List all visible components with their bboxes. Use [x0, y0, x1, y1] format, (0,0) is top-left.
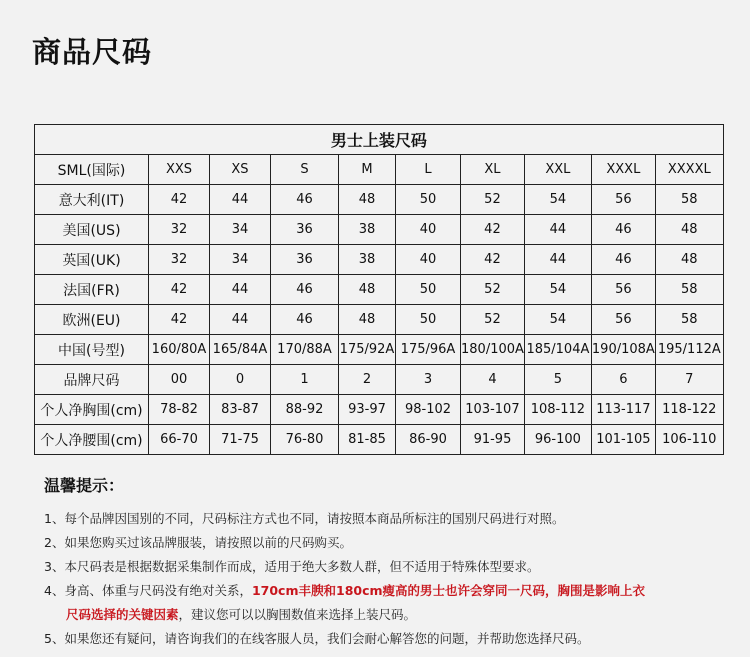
note-item: 2、如果您购买过该品牌服装，请按照以前的尺码购买。: [44, 535, 352, 550]
size-header-cell: L: [396, 155, 461, 185]
table-cell: 42: [149, 305, 210, 335]
row-label-cell: 品牌尺码: [35, 365, 149, 395]
table-cell: 38: [339, 215, 396, 245]
table-row: [35, 275, 724, 305]
table-cell: 56: [591, 275, 655, 305]
table-cell: 48: [655, 215, 723, 245]
table-cell: 46: [271, 185, 339, 215]
table-cell: 190/108A: [591, 335, 655, 365]
table-cell: 42: [149, 275, 210, 305]
table-title: 男士上装尺码: [35, 125, 724, 155]
table-cell: 42: [149, 185, 210, 215]
table-cell: 40: [396, 245, 461, 275]
row-label-cell: 法国(FR): [35, 275, 149, 305]
table-cell: 6: [591, 365, 655, 395]
table-cell: 101-105: [591, 425, 655, 455]
table-cell: 46: [591, 215, 655, 245]
table-cell: 170/88A: [271, 335, 339, 365]
table-cell: 175/92A: [339, 335, 396, 365]
note-item-continued: [44, 603, 724, 627]
row-label-cell: 英国(UK): [35, 245, 149, 275]
table-row: [35, 305, 724, 335]
table-cell: 96-100: [524, 425, 591, 455]
table-cell: 32: [149, 215, 210, 245]
table-cell: 78-82: [149, 395, 210, 425]
table-cell: 48: [655, 245, 723, 275]
table-cell: 165/84A: [210, 335, 271, 365]
table-cell: 81-85: [339, 425, 396, 455]
notes-list: [44, 507, 724, 651]
table-cell: 54: [524, 275, 591, 305]
table-cell: 118-122: [655, 395, 723, 425]
table-cell: 50: [396, 185, 461, 215]
header-label-cell: SML(国际): [35, 155, 149, 185]
table-cell: 46: [271, 305, 339, 335]
size-header-cell: S: [271, 155, 339, 185]
table-cell: 58: [655, 185, 723, 215]
table-cell: 34: [210, 245, 271, 275]
table-cell: 42: [461, 245, 525, 275]
table-cell: 76-80: [271, 425, 339, 455]
row-label-cell: 中国(号型): [35, 335, 149, 365]
size-header-cell: XXL: [524, 155, 591, 185]
table-cell: 58: [655, 305, 723, 335]
table-cell: 2: [339, 365, 396, 395]
table-cell: 46: [271, 275, 339, 305]
note-highlight: 尺码选择的关键因素: [66, 607, 179, 622]
table-cell: 108-112: [524, 395, 591, 425]
table-cell: 175/96A: [396, 335, 461, 365]
table-cell: 52: [461, 305, 525, 335]
table-cell: 91-95: [461, 425, 525, 455]
table-row: [35, 245, 724, 275]
table-cell: 5: [524, 365, 591, 395]
table-cell: 98-102: [396, 395, 461, 425]
table-cell: 40: [396, 215, 461, 245]
table-cell: 195/112A: [655, 335, 723, 365]
note-text: ，建议您可以以胸围数值来选择上装尺码。: [178, 607, 417, 622]
table-cell: 50: [396, 305, 461, 335]
table-cell: 34: [210, 215, 271, 245]
table-cell: 50: [396, 275, 461, 305]
note-item: 1、每个品牌因国别的不同，尺码标注方式也不同，请按照本商品所标注的国别尺码进行对照。: [44, 511, 565, 526]
table-cell: 88-92: [271, 395, 339, 425]
table-cell: 54: [524, 305, 591, 335]
note-highlight: 170cm丰腴和180cm瘦高的男士也许会穿同一尺码，胸围是影响上衣: [251, 583, 646, 598]
table-cell: 48: [339, 305, 396, 335]
table-row: [35, 425, 724, 455]
table-row: [35, 215, 724, 245]
table-cell: 86-90: [396, 425, 461, 455]
size-header-cell: XXXL: [591, 155, 655, 185]
size-header-cell: XXXXL: [655, 155, 723, 185]
table-row: [35, 185, 724, 215]
table-cell: 36: [271, 245, 339, 275]
note-item: [44, 579, 724, 603]
table-cell: 3: [396, 365, 461, 395]
table-header-row: [35, 155, 724, 185]
table-cell: 56: [591, 305, 655, 335]
size-header-cell: XXS: [149, 155, 210, 185]
table-row: [35, 365, 724, 395]
table-cell: 58: [655, 275, 723, 305]
table-cell: 103-107: [461, 395, 525, 425]
table-cell: 160/80A: [149, 335, 210, 365]
table-cell: 106-110: [655, 425, 723, 455]
page-title: 商品尺码: [32, 35, 153, 69]
table-cell: 0: [210, 365, 271, 395]
table-cell: 185/104A: [524, 335, 591, 365]
size-header-cell: XS: [210, 155, 271, 185]
table-cell: 52: [461, 185, 525, 215]
table-cell: 56: [591, 185, 655, 215]
table-row: [35, 335, 724, 365]
table-cell: 52: [461, 275, 525, 305]
table-cell: 44: [210, 275, 271, 305]
row-label-cell: 美国(US): [35, 215, 149, 245]
row-label-cell: 个人净胸围(cm): [35, 395, 149, 425]
table-cell: 46: [591, 245, 655, 275]
table-cell: 83-87: [210, 395, 271, 425]
size-table: [34, 124, 724, 455]
table-row: [35, 395, 724, 425]
table-cell: 42: [461, 215, 525, 245]
size-header-cell: XL: [461, 155, 525, 185]
note-item: 5、如果您还有疑问，请咨询我们的在线客服人员，我们会耐心解答您的问题，并帮助您选择尺码。: [44, 631, 590, 646]
table-cell: 44: [524, 215, 591, 245]
table-cell: 180/100A: [461, 335, 525, 365]
note-text: 4、身高、体重与尺码没有绝对关系，: [44, 583, 252, 598]
table-cell: 36: [271, 215, 339, 245]
table-cell: 44: [524, 245, 591, 275]
row-label-cell: 意大利(IT): [35, 185, 149, 215]
row-label-cell: 欧洲(EU): [35, 305, 149, 335]
table-cell: 7: [655, 365, 723, 395]
table-cell: 71-75: [210, 425, 271, 455]
table-cell: 113-117: [591, 395, 655, 425]
table-cell: 4: [461, 365, 525, 395]
table-cell: 32: [149, 245, 210, 275]
row-label-cell: 个人净腰围(cm): [35, 425, 149, 455]
table-cell: 44: [210, 185, 271, 215]
notes-heading: 温馨提示：: [44, 476, 125, 495]
table-cell: 48: [339, 275, 396, 305]
table-cell: 38: [339, 245, 396, 275]
table-cell: 66-70: [149, 425, 210, 455]
table-cell: 93-97: [339, 395, 396, 425]
table-cell: 00: [149, 365, 210, 395]
table-cell: 1: [271, 365, 339, 395]
table-cell: 48: [339, 185, 396, 215]
table-cell: 54: [524, 185, 591, 215]
table-cell: 44: [210, 305, 271, 335]
size-header-cell: M: [339, 155, 396, 185]
note-item: 3、本尺码表是根据数据采集制作而成，适用于绝大多数人群，但不适用于特殊体型要求。: [44, 559, 540, 574]
